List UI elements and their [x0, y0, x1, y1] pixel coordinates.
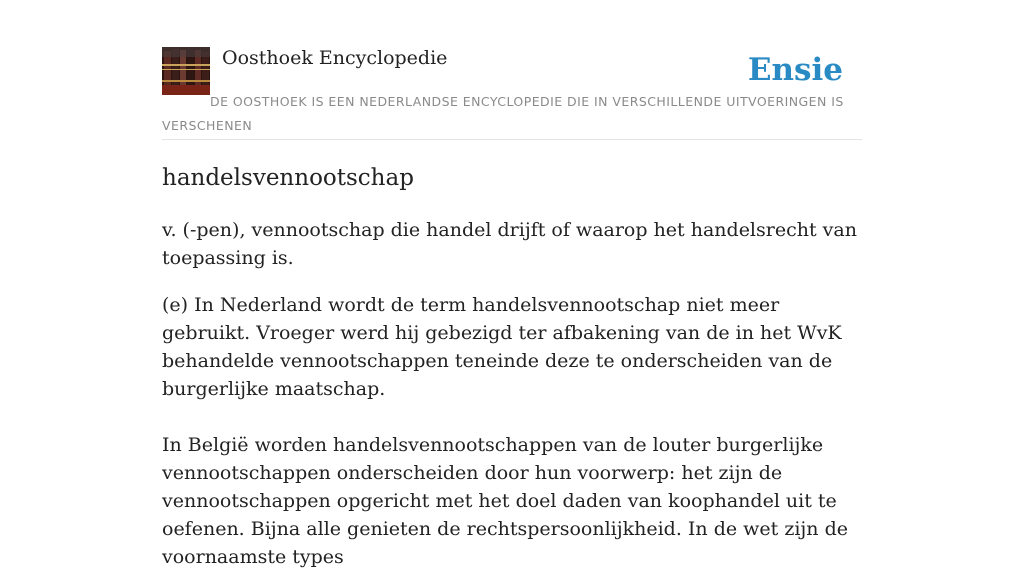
- encyclopedia-books-avatar[interactable]: [162, 47, 210, 95]
- books-icon: [162, 47, 210, 95]
- ensie-brand-logo[interactable]: Ensie: [747, 52, 843, 88]
- entry-paragraph-belgium: In België worden handelsvennootschappen van de louter burgerlijke vennootschappen onderscheiden door hun voorwerp: het zijn de vennootschappen opgericht met het doel daden van koophandel uit te oefenen. Bijna alle genieten de rechtspersoonlijkheid. In de wet zijn de voornaamste types: [162, 434, 848, 568]
- entry-body: [162, 216, 862, 571]
- site-tagline: DE OOSTHOEK IS EEN NEDERLANDSE ENCYCLOPEDIE DIE IN VERSCHILLENDE UITVOERINGEN IS VERSCHENEN: [162, 94, 844, 133]
- entry-paragraph-netherlands: (e) In Nederland wordt de term handelsvennootschap niet meer gebruikt. Vroeger werd hij gebezigd ter afbakening van de in het WvK behandelde vennootschappen teneinde deze te onderscheiden van de burgerlijke maatschap.: [162, 294, 842, 400]
- entry-definition: v. (-pen), vennootschap die handel drijft of waarop het handelsrecht van toepassing is.: [162, 219, 857, 269]
- page-container: [162, 0, 862, 568]
- entry-title: handelsvennootschap: [162, 165, 414, 191]
- site-title[interactable]: Oosthoek Encyclopedie: [222, 47, 448, 69]
- paragraph-spacer: [162, 403, 862, 431]
- site-header: [162, 0, 862, 140]
